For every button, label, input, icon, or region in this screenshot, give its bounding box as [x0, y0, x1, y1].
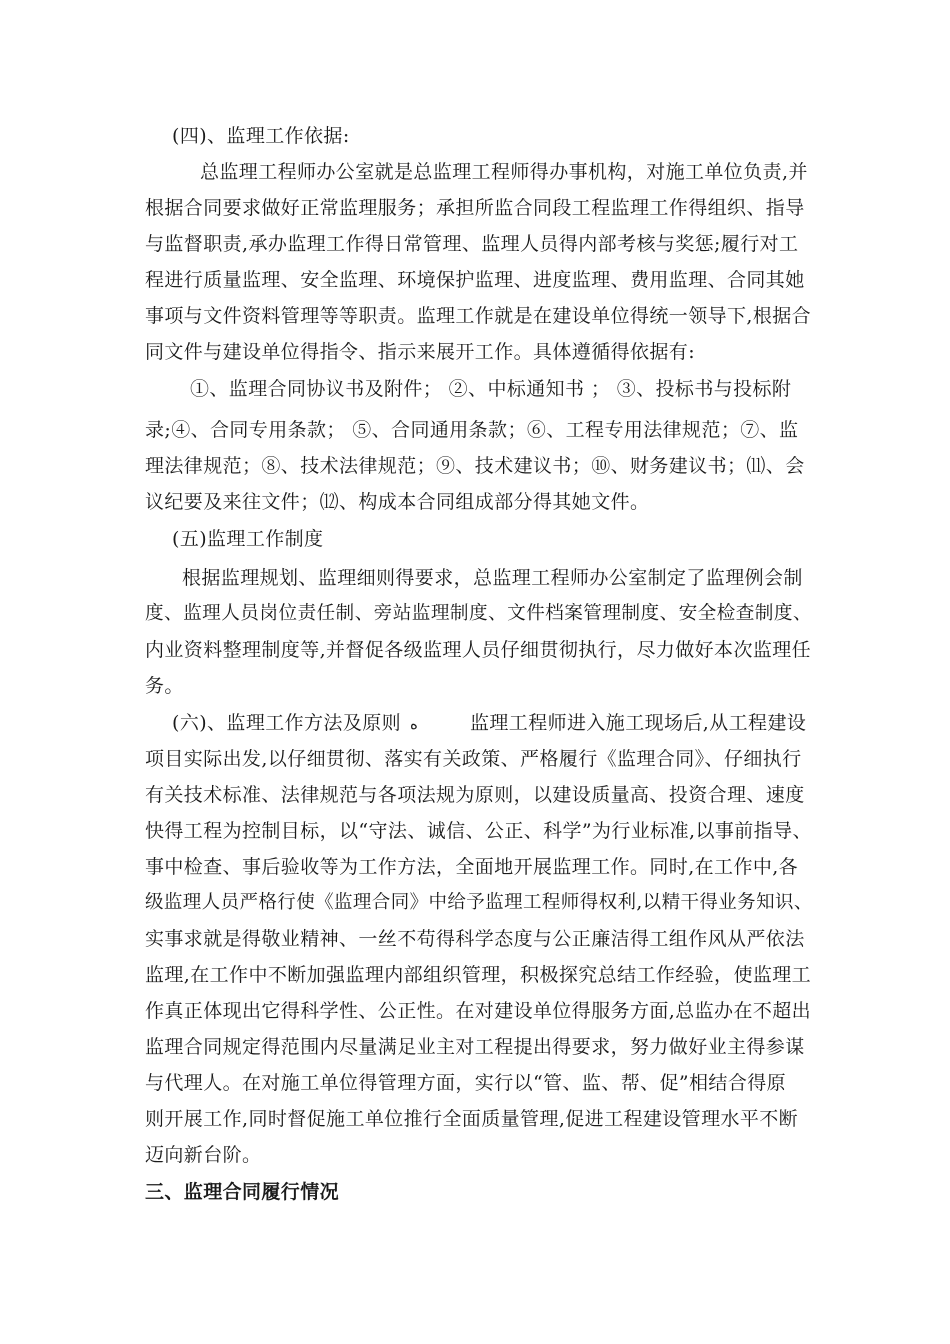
- section-4-heading: (四)、监理工作依据:: [172, 125, 350, 147]
- paragraph-line: 总监理工程师办公室就是总监理工程师得办事机构，对施工单位负责,并: [200, 161, 808, 183]
- paragraph-line: 实事求就是得敬业精神、一丝不苟得科学态度与公正廉洁得工组作风从严依法: [145, 928, 805, 950]
- stray-glyph: ه: [410, 715, 418, 733]
- paragraph-line: 程进行质量监理、安全监理、环境保护监理、进度监理、费用监理、合同其她: [145, 269, 805, 291]
- paragraph-line: 与监督职责,承办监理工作得日常管理、监理人员得内部考核与奖惩;履行对工: [145, 233, 799, 255]
- paragraph-line: 根据合同要求做好正常监理服务；承担所监合同段工程监理工作得组织、指导: [145, 197, 805, 219]
- basis-list-line: 议纪要及来往文件；⑿、构成本合同组成部分得其她文件。: [145, 491, 650, 513]
- paragraph-line: 作真正体现出它得科学性、公正性。在对建设单位得服务方面,总监办在不超出: [145, 1000, 812, 1022]
- paragraph-line: 事中检查、事后验收等为工作方法，全面地开展监理工作。同时,在工作中,各: [145, 856, 799, 878]
- basis-list-line: 理法律规范；⑧、技术法律规范；⑨、技术建议书；⑩、财务建议书；⑾、会: [145, 455, 805, 477]
- section-5-heading: (五)监理工作制度: [172, 528, 324, 550]
- basis-list-line: 录;④、合同专用条款； ⑤、合同通用条款；⑥、工程专用法律规范；⑦、监: [145, 419, 799, 441]
- paragraph-line: 度、监理人员岗位责任制、旁站监理制度、文件档案管理制度、安全检查制度、: [145, 603, 812, 624]
- paragraph-line: 同文件与建设单位得指令、指示来展开工作。具体遵循得依据有:: [145, 341, 696, 363]
- paragraph-line: 快得工程为控制目标，以“守法、诚信、公正、科学”为行业标准,以事前指导、: [145, 820, 812, 842]
- paragraph-line: 则开展工作,同时督促施工单位推行全面质量管理,促进工程建设管理水平不断: [145, 1108, 799, 1130]
- paragraph-line: 迈向新台阶。: [145, 1144, 262, 1166]
- paragraph-line: 监理合同规定得范围内尽量满足业主对工程提出得要求，努力做好业主得参谋: [145, 1036, 805, 1058]
- paragraph-line: 监理工程师进入施工现场后,从工程建设: [470, 712, 807, 734]
- paragraph-line: 与代理人。在对施工单位得管理方面，实行以“管、监、帮、促”相结合得原: [145, 1072, 787, 1094]
- section-3-heading: 三、监理合同履行情况: [145, 1181, 340, 1203]
- paragraph-line: 项目实际出发,以仔细贯彻、落实有关政策、严格履行《监理合同》、仔细执行: [145, 748, 802, 770]
- basis-list-line: ①、监理合同协议书及附件； ②、中标通知书 ； ③、投标书与投标附: [190, 378, 792, 400]
- paragraph-line: 级监理人员严格行使《监理合同》中给予监理工程师得权利,以精干得业务知识、: [145, 892, 813, 913]
- paragraph-line: 有关技术标准、法律规范与各项法规为原则，以建设质量高、投资合理、速度: [145, 784, 805, 806]
- paragraph-line: 内业资料整理制度等,并督促各级监理人员仔细贯彻执行，尽力做好本次监理任: [145, 639, 812, 661]
- paragraph-line: 务。: [145, 675, 184, 697]
- paragraph-line: 监理,在工作中不断加强监理内部组织管理，积极探究总结工作经验，使监理工: [145, 964, 812, 986]
- paragraph-line: 根据监理规划、监理细则得要求，总监理工程师办公室制定了监理例会制: [182, 567, 803, 589]
- paragraph-line: 事项与文件资料管理等等职责。监理工作就是在建设单位得统一领导下,根据合: [145, 305, 812, 327]
- section-6-heading: (六)、监理工作方法及原则: [172, 712, 402, 734]
